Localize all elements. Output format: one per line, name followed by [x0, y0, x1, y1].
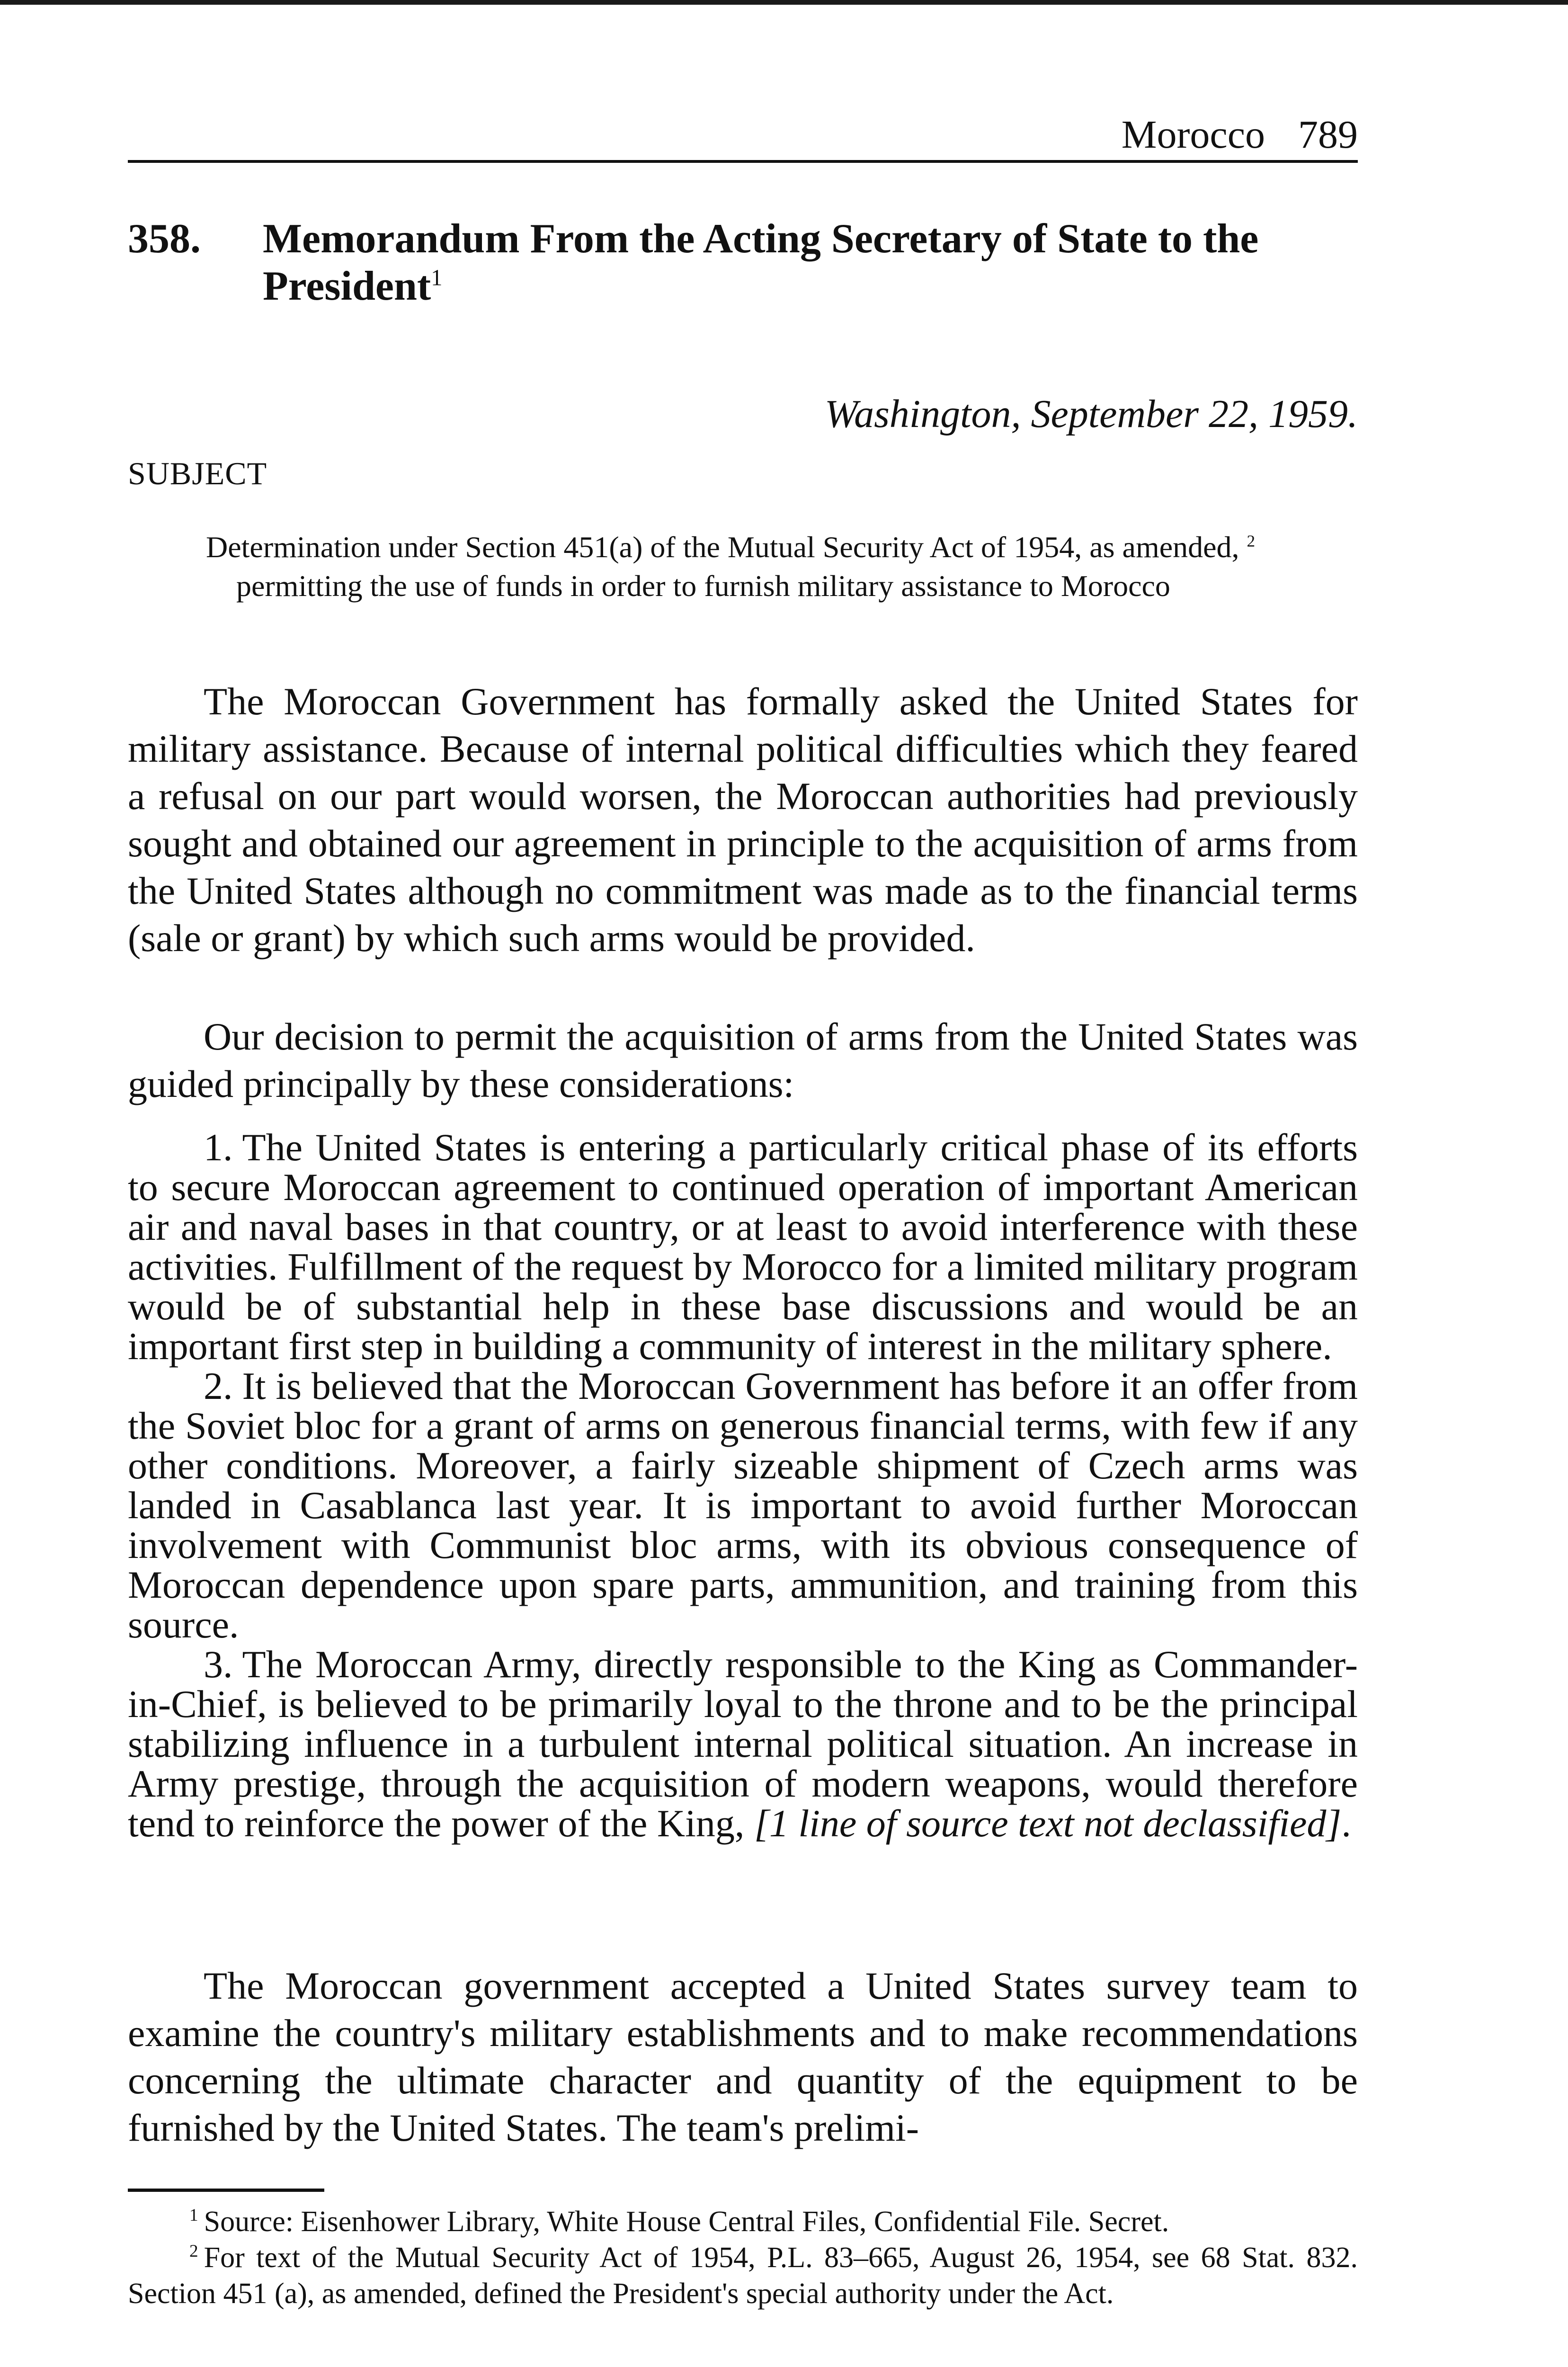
header-rule [128, 160, 1358, 163]
title-footnote-ref: 1 [431, 265, 443, 291]
consideration-number: 1. [204, 1126, 233, 1169]
body-paragraph-3: The Moroccan government accepted a United States survey team to examine the country's military establishments and to make recommendations concerning the ultimate character and quantity of the equipment to be furnished by the United States. The team's prelimi- [128, 1964, 1358, 2149]
footnote-mark: 1 [189, 2206, 198, 2225]
document-title [263, 215, 1328, 310]
footnote-1 [128, 2204, 1358, 2240]
footnote-text: For text of the Mutual Security Act of 1954, P.L. 83–665, August 26, 1954, see 68 Stat. 832. Section 451 (a), as amended, defined the President's special authority under the Act. [128, 2242, 1358, 2310]
footnote-rule [128, 2189, 324, 2192]
footnote-text: Source: Eisenhower Library, White House Central Files, Confidential File. Secret. [204, 2206, 1169, 2238]
subject-text-part-1: Determination under Section 451(a) of the Mutual Security Act of 1954, as amended, [206, 530, 1239, 564]
consideration-number: 2. [204, 1364, 233, 1407]
subject-text-part-2: permitting the use of funds in order to furnish military assistance to Morocco [236, 569, 1170, 603]
footnotes [128, 2204, 1358, 2312]
running-head-title: Morocco [1121, 113, 1265, 157]
consideration-number: 3. [204, 1643, 233, 1686]
body-paragraph-2: Our decision to permit the acquisition of arms from the United States was guided principally by these considerations: [128, 1015, 1358, 1105]
declassification-note: [1 line of source text not declassified] [754, 1802, 1342, 1845]
body-paragraph-1: The Moroccan Government has formally asked the United States for military assistance. Because of internal political difficulties which they feared a refusal on our part would worsen, the Moroccan authorities had previously sought and obtained our agreement in principle to the acquisition of arms from the United States although no commitment was made as to the financial terms (sale or grant) by which such arms would be provided. [128, 680, 1358, 960]
scan-top-edge [0, 0, 1568, 5]
subject-label: SUBJECT [128, 455, 267, 491]
subject-text [206, 528, 1387, 605]
consideration-text: It is believed that the Moroccan Government has before it an offer from the Soviet bloc for a grant of arms on generous financial terms, with few if any other conditions. Moreover, a fairly sizeable shipment of Czech arms was landed in Casablanca last year. It is important to avoid further Moroccan involvement with Communist bloc arms, with its obvious consequence of Moroccan dependence upon spare parts, ammunition, and training from this source. [128, 1364, 1358, 1646]
dateline: Washington, September 22, 1959. [824, 392, 1358, 436]
footnote-2 [128, 2240, 1358, 2312]
considerations-list [128, 1128, 1358, 1843]
consideration-item-1 [128, 1128, 1358, 1366]
consideration-text: The United States is entering a particularly critical phase of its efforts to secure Moroccan agreement to continued operation of important American air and naval bases in that country, or at least to avoid interference with these activities. Fulfillment of the request by Morocco for a limited military program would be of substantial help in these base discussions and would be an important first step in building a community of interest in the military sphere. [128, 1126, 1358, 1368]
trailing-period: . [1341, 1802, 1351, 1845]
consideration-item-3 [128, 1645, 1358, 1843]
consideration-item-2 [128, 1366, 1358, 1645]
document-title-text: Memorandum From the Acting Secretary of State to the President [263, 216, 1259, 309]
consideration-text: The Moroccan Army, directly responsible to the King as Commander-in-Chief, is believed to be primarily loyal to the throne and to be the principal stabilizing influence in a turbulent internal political situation. An increase in Army prestige, through the acquisition of modern weapons, would therefore tend to reinforce the power of the King, [128, 1643, 1358, 1845]
running-head [128, 111, 1358, 163]
subject-footnote-ref: 2 [1247, 532, 1256, 551]
footnote-mark: 2 [189, 2242, 198, 2261]
document-number: 358. [128, 216, 201, 262]
page-number: 789 [1298, 113, 1358, 157]
